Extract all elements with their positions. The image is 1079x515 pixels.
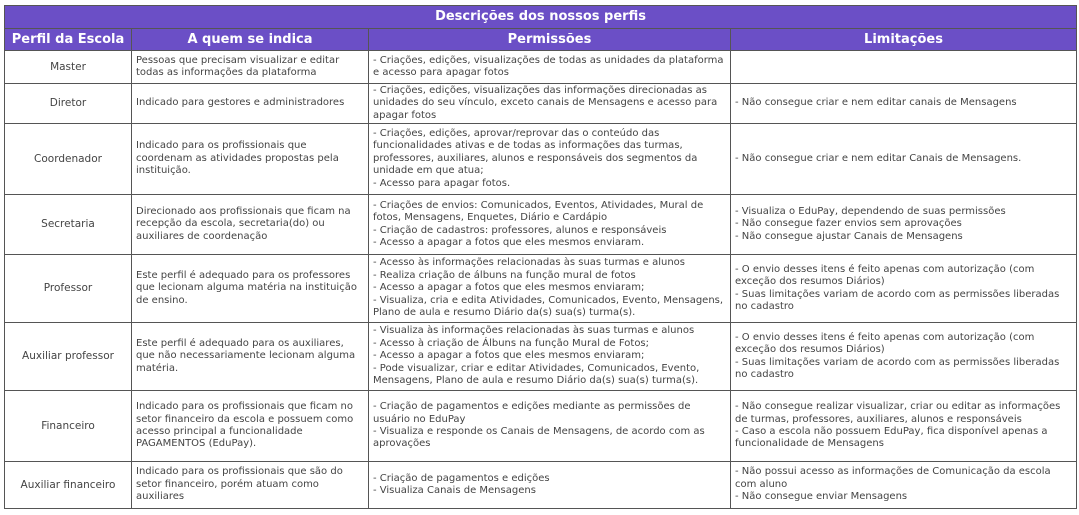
profile-cell: Auxiliar financeiro xyxy=(5,462,132,509)
table-row xyxy=(5,51,1077,84)
permissions-cell: - Criações, edições, visualizações de todas as unidades da plataforma e acesso para apagar fotos xyxy=(369,51,731,84)
audience-cell: Indicado para os profissionais que são do setor financeiro, porém atuam como auxiliares xyxy=(132,462,369,509)
table-row xyxy=(5,391,1077,462)
permissions-cell: - Criações, edições, aprovar/reprovar das o conteúdo das funcionalidades ativas e de todas as informações das turmas, professores, auxiliares, alunos e responsáveis dos segmentos da unidade em que atua; - Acesso para apagar fotos. xyxy=(369,124,731,195)
table-row xyxy=(5,84,1077,124)
table-row xyxy=(5,255,1077,323)
header-limitations: Limitações xyxy=(731,29,1077,51)
permissions-cell: - Criação de pagamentos e edições mediante as permissões de usuário no EduPay - Visualiza e responde os Canais de Mensagens, de acordo com as aprovações xyxy=(369,391,731,462)
audience-cell: Indicado para os profissionais que ficam no setor financeiro da escola e possuem como acesso principal a funcionalidade PAGAMENTOS (EduPay). xyxy=(132,391,369,462)
permissions-cell: - Acesso às informações relacionadas às suas turmas e alunos - Realiza criação de álbuns na função mural de fotos - Acesso a apagar a fotos que eles mesmos enviaram; - Visualiza, cria e edita Atividades, Comunicados, Evento, Mensagens, Plano de aula e resumo Diário da(s) sua(s) turma(s). xyxy=(369,255,731,323)
header-permissions: Permissões xyxy=(369,29,731,51)
audience-cell: Indicado para os profissionais que coordenam as atividades propostas pela instituição. xyxy=(132,124,369,195)
profile-cell: Master xyxy=(5,51,132,84)
limitations-cell: - Não consegue criar e nem editar Canais de Mensagens. xyxy=(731,124,1077,195)
table-row xyxy=(5,323,1077,391)
profiles-table xyxy=(4,5,1077,509)
header-audience: A quem se indica xyxy=(132,29,369,51)
profile-cell: Auxiliar professor xyxy=(5,323,132,391)
table-row xyxy=(5,462,1077,509)
permissions-cell: - Visualiza às informações relacionadas às suas turmas e alunos - Acesso à criação de Álbuns na função Mural de Fotos; - Acesso a apagar a fotos que eles mesmos enviaram; - Pode visualizar, criar e editar Atividades, Comunicados, Evento, Mensagens, Plano de aula e resumo Diário da(s) sua(s) turma(s). xyxy=(369,323,731,391)
limitations-cell: - Não possui acesso as informações de Comunicação da escola com aluno - Não consegue enviar Mensagens xyxy=(731,462,1077,509)
profile-cell: Coordenador xyxy=(5,124,132,195)
audience-cell: Direcionado aos profissionais que ficam na recepção da escola, secretaria(do) ou auxiliares de coordenação xyxy=(132,195,369,255)
profile-cell: Diretor xyxy=(5,84,132,124)
limitations-cell: - Visualiza o EduPay, dependendo de suas permissões - Não consegue fazer envios sem aprovações - Não consegue ajustar Canais de Mensagens xyxy=(731,195,1077,255)
profile-cell: Financeiro xyxy=(5,391,132,462)
profile-cell: Secretaria xyxy=(5,195,132,255)
table-title: Descrições dos nossos perfis xyxy=(5,6,1077,29)
table-row xyxy=(5,195,1077,255)
limitations-cell xyxy=(731,51,1077,84)
audience-cell: Pessoas que precisam visualizar e editar todas as informações da plataforma xyxy=(132,51,369,84)
limitations-cell: - O envio desses itens é feito apenas com autorização (com exceção dos resumos Diários) - Suas limitações variam de acordo com as permissões liberadas no cadastro xyxy=(731,323,1077,391)
table-row xyxy=(5,124,1077,195)
audience-cell: Indicado para gestores e administradores xyxy=(132,84,369,124)
permissions-cell: - Criações de envios: Comunicados, Eventos, Atividades, Mural de fotos, Mensagens, Enquetes, Diário e Cardápio - Criação de cadastros: professores, alunos e responsáveis - Acesso a apagar a fotos que eles mesmos enviaram. xyxy=(369,195,731,255)
permissions-cell: - Criação de pagamentos e edições - Visualiza Canais de Mensagens xyxy=(369,462,731,509)
header-profile: Perfil da Escola xyxy=(5,29,132,51)
limitations-cell: - O envio desses itens é feito apenas com autorização (com exceção dos resumos Diários) - Suas limitações variam de acordo com as permissões liberadas no cadastro xyxy=(731,255,1077,323)
limitations-cell: - Não consegue criar e nem editar canais de Mensagens xyxy=(731,84,1077,124)
audience-cell: Este perfil é adequado para os auxiliares, que não necessariamente lecionam alguma matéria. xyxy=(132,323,369,391)
profile-cell: Professor xyxy=(5,255,132,323)
limitations-cell: - Não consegue realizar visualizar, criar ou editar as informações de turmas, professores, auxiliares, alunos e responsáveis - Caso a escola não possuem EduPay, fica disponível apenas a funcionalidade de Mensagens xyxy=(731,391,1077,462)
audience-cell: Este perfil é adequado para os professores que lecionam alguma matéria na instituição de ensino. xyxy=(132,255,369,323)
permissions-cell: - Criações, edições, visualizações das informações direcionadas as unidades do seu vínculo, exceto canais de Mensagens e acesso para apagar fotos xyxy=(369,84,731,124)
